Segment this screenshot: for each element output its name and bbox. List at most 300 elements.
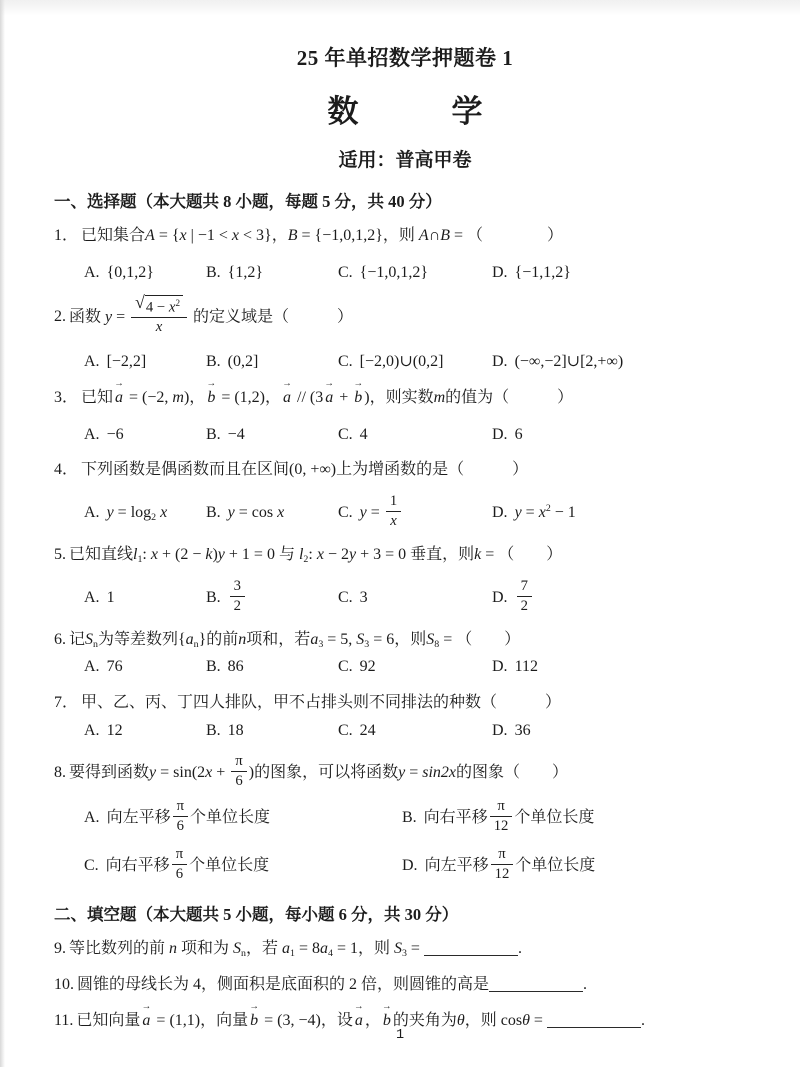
option-content: [360, 261, 428, 286]
option-label: C.: [338, 263, 353, 281]
option-content: [360, 350, 444, 375]
numerator: [491, 846, 514, 865]
text: 2: [233, 597, 242, 614]
vector-arrow-icon: →: [141, 1001, 152, 1013]
radical-icon: √: [135, 291, 145, 312]
option-content: [106, 797, 271, 837]
text: =: [366, 504, 384, 522]
text: +: [335, 388, 353, 406]
option-content: [425, 848, 596, 885]
text: 已知集合: [81, 227, 146, 244]
option-content: [423, 797, 595, 837]
option-C: [338, 719, 492, 744]
math-var: y: [149, 763, 157, 781]
option-content: [515, 350, 624, 375]
text: 下列函数是偶函数而且在区间(0, +∞)上为增函数的是（ ）: [81, 461, 529, 479]
option-label: C.: [84, 857, 99, 875]
text: 向右平移: [423, 808, 488, 826]
section-heading: 一、选择题（本大题共 8 小题，每题 5 分，共 40 分）: [54, 192, 442, 211]
option-content: [515, 577, 534, 617]
text: = （ ）: [439, 630, 521, 648]
text: 24: [359, 721, 376, 739]
math-var: y: [105, 307, 113, 325]
text: 的夹角为: [392, 1011, 457, 1029]
fraction: [231, 753, 246, 790]
vector: [324, 377, 335, 411]
text: 甲、乙、丙、丁四人排队，甲不占排头则不同排法的种数（ ）: [81, 694, 562, 712]
answer-blank: [424, 939, 518, 956]
vector-base: a: [354, 1011, 363, 1029]
math-var: y: [398, 763, 406, 781]
text: [−2,0)∪(0,2]: [359, 352, 444, 370]
option-A: [84, 719, 206, 744]
option-B: [206, 350, 338, 375]
vector: [206, 377, 217, 411]
option-A: [84, 423, 206, 448]
subject-title: 数 学: [327, 94, 483, 129]
text: 向左平移: [106, 808, 171, 826]
math-var: l: [133, 545, 138, 563]
math-var: sin2x: [422, 763, 456, 781]
subscript: 8: [434, 638, 440, 650]
text: 1: [106, 588, 115, 606]
text: 92: [359, 658, 376, 676]
option-content: [107, 350, 147, 375]
denominator: [386, 512, 401, 530]
text: 项和，若: [246, 630, 311, 648]
math-var: x: [205, 763, 213, 781]
question-number: 1．: [54, 227, 79, 244]
option-C: [338, 350, 492, 375]
math-var: x: [390, 513, 397, 530]
option-label: A.: [84, 504, 100, 522]
text: 12: [494, 866, 510, 883]
math-var: x: [277, 504, 285, 522]
options: [54, 655, 756, 680]
text: = (3, −4)，设: [260, 1011, 353, 1029]
option-label: D.: [492, 425, 508, 443]
math-var: x: [160, 504, 168, 522]
text: − 1: [550, 504, 576, 522]
numerator: [517, 578, 532, 597]
text: = {−1,0,1,2}，则: [297, 227, 419, 244]
option-label: D.: [492, 658, 508, 676]
text: {1,2}: [227, 263, 264, 281]
text: 7: [520, 577, 528, 594]
vector-base: a: [283, 388, 291, 406]
math-var: a: [310, 630, 319, 648]
math-var: a: [282, 940, 290, 958]
vector-base: b: [354, 388, 363, 406]
options: [54, 719, 756, 744]
numerator: [386, 493, 401, 512]
text: 个单位长度: [190, 808, 271, 826]
math-var: y: [348, 545, 357, 563]
text: =: [112, 307, 130, 325]
question-9: [54, 937, 756, 962]
text: = (1,1)，向量: [152, 1011, 249, 1029]
math-var: k: [474, 545, 482, 563]
option-label: C.: [338, 588, 353, 606]
question-stem: [54, 628, 756, 653]
text: = cos: [234, 504, 278, 522]
option-label: A.: [84, 263, 100, 281]
numerator: [131, 291, 187, 318]
question-stem: [54, 224, 756, 249]
question-number: 4．: [54, 461, 79, 479]
option-D: [492, 423, 756, 448]
scan-edge-top: [0, 0, 800, 16]
subscript: 1: [290, 948, 295, 960]
text: {0,1,2}: [106, 263, 154, 281]
option-label: B.: [206, 263, 221, 281]
option-A: [84, 586, 206, 611]
text: ，则 cos: [464, 1011, 523, 1029]
radicand: [145, 295, 183, 316]
numerator: [172, 846, 187, 865]
fraction: [230, 578, 245, 615]
text: 112: [514, 658, 538, 676]
vector-arrow-icon: →: [353, 377, 364, 389]
question-number: 2.: [54, 307, 66, 325]
option-label: B.: [206, 721, 221, 739]
question-10: [54, 973, 756, 998]
text: π: [498, 846, 506, 863]
option-content: [228, 423, 245, 448]
text: +: [212, 763, 230, 781]
answer-blank: [547, 1011, 641, 1028]
text: 个单位长度: [189, 857, 270, 875]
math-var: x: [538, 504, 546, 522]
option-content: [360, 655, 376, 680]
option-D: [492, 719, 756, 744]
exam-header: [54, 42, 756, 172]
vector-base: b: [207, 388, 216, 406]
math-var: l: [298, 545, 304, 563]
math-var: y: [514, 504, 522, 522]
fraction: [172, 846, 187, 883]
vector-base: a: [325, 388, 334, 406]
option-label: C.: [338, 721, 353, 739]
fraction: [517, 578, 532, 615]
text: = 5,: [323, 630, 357, 648]
text: 函数: [69, 307, 106, 325]
option-content: [107, 655, 123, 680]
text: :: [308, 545, 317, 563]
subscript: 2: [151, 512, 157, 524]
text: π: [497, 797, 505, 814]
math-var: m: [433, 388, 446, 406]
answer-blank: [489, 975, 583, 992]
vector: [353, 377, 364, 411]
question-5: [54, 543, 756, 617]
fraction: [386, 493, 401, 530]
question-stem: [54, 543, 756, 568]
question-number: 11.: [54, 1011, 74, 1029]
option-content: [360, 495, 404, 532]
option-D: [492, 261, 756, 286]
question-stem: [54, 937, 756, 962]
subscript: n: [193, 638, 199, 650]
option-A: [84, 261, 206, 286]
vector-base: b: [382, 1011, 391, 1029]
option-label: A.: [84, 588, 100, 606]
text: 6: [235, 772, 243, 789]
vector-base: a: [142, 1011, 151, 1029]
numerator: [230, 578, 245, 597]
section-heading: 二、填空题（本大题共 5 小题，每小题 6 分，共 30 分）: [54, 905, 459, 925]
option-A: [84, 501, 206, 526]
text: 的图象（ ）: [456, 763, 569, 781]
option-content: [228, 261, 263, 286]
options: [54, 495, 756, 532]
text: 3: [233, 577, 242, 594]
text: 的值为（ ）: [445, 388, 574, 406]
math-var: n: [238, 630, 247, 648]
option-label: D.: [492, 352, 508, 370]
option-label: C.: [338, 352, 353, 370]
text: = 6，则: [369, 630, 427, 648]
option-C: [338, 423, 492, 448]
option-C: [338, 495, 492, 532]
option-label: D.: [492, 721, 508, 739]
option-D: [492, 577, 756, 617]
option-label: B.: [206, 504, 221, 522]
text: )，则实数: [364, 388, 434, 406]
text: ，: [364, 1011, 381, 1029]
text: − 2: [323, 545, 349, 563]
options: [54, 577, 756, 617]
text: −4: [227, 425, 245, 443]
option-content: [515, 423, 523, 448]
question-number: 7．: [54, 694, 79, 712]
subscript: 3: [364, 638, 370, 650]
option-content: [228, 577, 247, 617]
option-D: [492, 501, 756, 526]
option-label: B.: [206, 352, 221, 370]
text: (−∞,−2]∪[2,+∞): [514, 352, 624, 370]
text: 已知: [81, 388, 114, 406]
option-label: B.: [206, 658, 221, 676]
text: + (2 −: [157, 545, 206, 563]
text: 1: [389, 493, 398, 510]
question-stem: [54, 458, 756, 483]
math-var: S: [233, 940, 242, 958]
text: .: [517, 940, 522, 958]
text: )，: [183, 388, 206, 406]
math-var: y: [106, 504, 114, 522]
text: =: [405, 763, 423, 781]
math-var: A: [145, 227, 155, 244]
option-label: D.: [492, 588, 508, 606]
text: < 3}，: [238, 227, 288, 244]
vector-arrow-icon: →: [114, 377, 124, 389]
denominator: [131, 318, 187, 336]
denominator: [490, 817, 513, 835]
option-content: [107, 719, 123, 744]
text: = log: [113, 504, 152, 522]
math-var: θ: [456, 1011, 465, 1029]
text: 6: [176, 817, 184, 834]
text: // (3: [293, 388, 324, 406]
option-content: [515, 655, 538, 680]
text: = 1，则: [332, 940, 394, 958]
option-label: B.: [206, 588, 221, 606]
option-B: [206, 423, 338, 448]
denominator: [172, 865, 187, 883]
text: 已知直线: [69, 545, 134, 563]
text: 个单位长度: [515, 857, 596, 875]
denominator: [491, 865, 514, 883]
superscript: 2: [175, 297, 180, 308]
option-content: [107, 261, 154, 286]
math-var: S: [85, 630, 94, 648]
option-content: [107, 423, 124, 448]
options: [54, 261, 756, 286]
fraction: [131, 291, 187, 336]
math-var: x: [150, 545, 158, 563]
question-1: [54, 224, 756, 286]
text: + 1 = 0 与: [224, 545, 299, 563]
math-var: B: [440, 227, 451, 244]
option-B: [206, 501, 338, 526]
text: 3: [359, 588, 368, 606]
math-var: y: [359, 504, 367, 522]
option-content: [515, 501, 576, 526]
text: 向左平移: [424, 857, 489, 875]
text: ，若: [245, 940, 282, 958]
option-content: [107, 586, 115, 611]
option-content: [106, 848, 269, 885]
question-number: 3．: [54, 388, 79, 406]
text: 要得到函数: [69, 763, 150, 781]
option-C: [338, 586, 492, 611]
text: 6: [514, 425, 523, 443]
option-label: C.: [338, 425, 353, 443]
option-content: [228, 719, 244, 744]
exam-body: [54, 188, 756, 1034]
vector-arrow-icon: →: [324, 377, 335, 389]
option-A: [84, 655, 206, 680]
text: (0,2]: [227, 352, 259, 370]
option-A: [84, 350, 206, 375]
text: 86: [227, 658, 244, 676]
option-label: D.: [402, 857, 418, 875]
option-D: [492, 655, 756, 680]
math-var: a: [319, 940, 328, 958]
option-B: [206, 261, 338, 286]
math-var: θ: [522, 1011, 530, 1029]
option-label: C.: [338, 504, 353, 522]
option-B: [206, 719, 338, 744]
page-number: 1: [395, 1028, 405, 1043]
vector-arrow-icon: →: [382, 1001, 392, 1013]
text: [−2,2]: [106, 352, 147, 370]
text: )的图象，可以将函数: [248, 763, 399, 781]
text: 2: [520, 597, 528, 614]
superscript: 2: [545, 503, 551, 515]
text: 4 −: [145, 299, 169, 316]
text: .: [583, 976, 588, 994]
question-6: [54, 628, 756, 681]
text: = （ ）: [450, 227, 564, 244]
applicable-note: 适用：普高甲卷: [338, 150, 472, 171]
text: + 3 = 0 垂直，则: [356, 545, 475, 563]
text: = （ ）: [481, 545, 563, 563]
math-var: x: [231, 227, 239, 244]
text: | −1 <: [186, 227, 232, 244]
text: = 8: [294, 940, 320, 958]
option-label: D.: [492, 504, 508, 522]
denominator: [517, 597, 532, 615]
denominator: [173, 817, 188, 835]
text: 36: [514, 721, 531, 739]
text: :: [142, 545, 151, 563]
option-label: A.: [84, 352, 100, 370]
option-A: [84, 797, 402, 837]
question-8: [54, 752, 756, 886]
text: ): [212, 545, 218, 563]
denominator: [231, 772, 246, 790]
question-number: 8.: [54, 763, 66, 781]
text: π: [175, 846, 184, 863]
text: 项和为: [177, 940, 234, 958]
text: 12: [493, 817, 509, 834]
fraction: [490, 798, 513, 835]
text: {−1,0,1,2}: [359, 263, 429, 281]
text: −6: [106, 425, 124, 443]
subscript: 2: [303, 553, 309, 565]
math-var: x: [168, 299, 176, 316]
text: =: [521, 504, 539, 522]
vector: [282, 377, 292, 411]
option-content: [228, 501, 285, 526]
math-var: S: [426, 630, 435, 648]
math-var: S: [356, 630, 365, 648]
text: =: [406, 940, 424, 958]
fraction: [491, 846, 514, 883]
text: ∩: [428, 227, 441, 244]
scan-edge-left: [0, 0, 5, 1067]
numerator: [490, 798, 513, 817]
text: = (1,2)，: [217, 388, 281, 406]
subscript: 4: [327, 948, 333, 960]
question-stem: [54, 691, 756, 716]
text: 记: [69, 630, 86, 648]
math-var: A: [418, 227, 429, 244]
math-var: x: [316, 545, 324, 563]
option-B: [206, 577, 338, 617]
subscript: 3: [401, 948, 407, 960]
text: = {: [154, 227, 180, 244]
option-label: A.: [84, 425, 100, 443]
text: 个单位长度: [514, 808, 595, 826]
subscript: 3: [318, 638, 324, 650]
square-root: [135, 291, 183, 316]
math-var: m: [172, 388, 184, 406]
denominator: [230, 597, 245, 615]
math-var: x: [155, 318, 163, 335]
text: π: [235, 752, 243, 769]
text: 为等差数列{: [97, 630, 186, 648]
option-content: [360, 719, 376, 744]
exam-title: 25 年单招数学押题卷 1: [296, 46, 514, 70]
option-content: [228, 350, 259, 375]
numerator: [231, 753, 246, 772]
numerator: [173, 798, 188, 817]
question-number: 10.: [54, 976, 74, 994]
option-label: B.: [402, 808, 417, 826]
